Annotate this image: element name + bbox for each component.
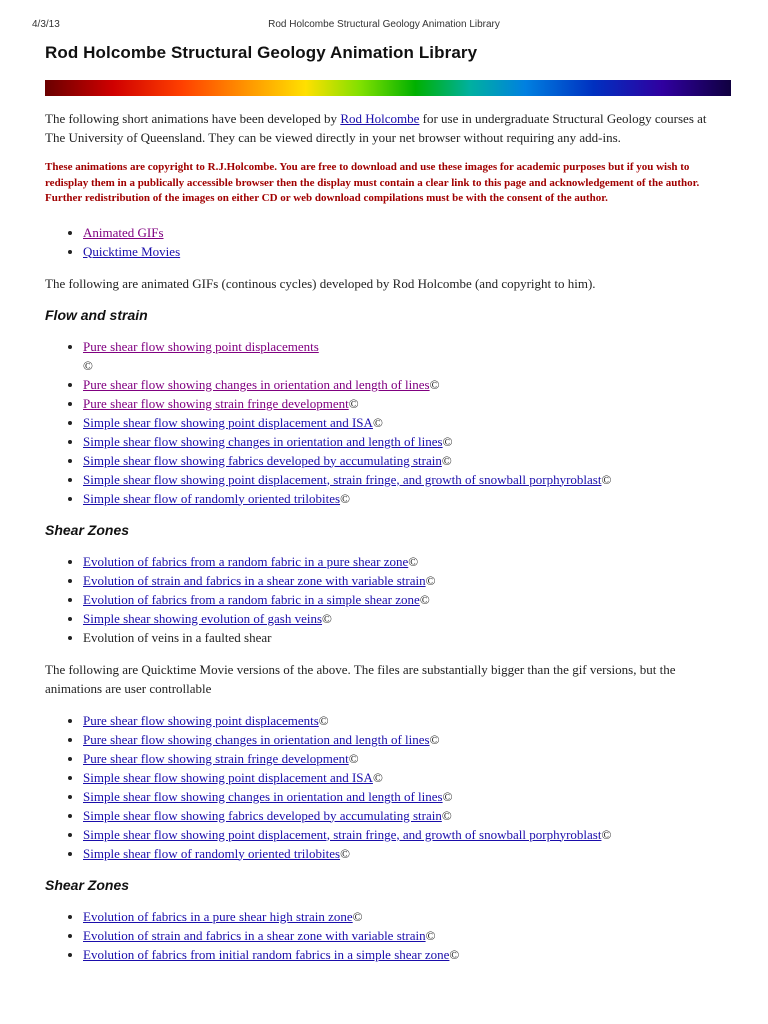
section-heading-shear-zones: Shear Zones <box>45 521 130 538</box>
page-title: Rod Holcombe Structural Geology Animation Library <box>45 43 478 62</box>
list-item <box>83 926 725 945</box>
gif-link[interactable]: Simple shear flow showing point displacement, strain fringe, and growth of snowball porphyroblast <box>83 471 602 487</box>
author-link[interactable]: Rod Holcombe <box>340 111 420 126</box>
toc-list <box>45 223 725 261</box>
copyright-symbol: © <box>449 946 460 962</box>
gif-link[interactable]: Simple shear flow showing changes in orientation and length of lines <box>83 433 443 449</box>
list-item <box>83 375 725 394</box>
gif-link[interactable]: Pure shear flow showing strain fringe development <box>83 395 349 411</box>
section-heading-flow-strain: Flow and strain <box>45 306 148 323</box>
list-item <box>83 470 725 489</box>
copyright-symbol: © <box>352 908 363 924</box>
list-item <box>83 489 725 508</box>
list-item <box>83 394 725 413</box>
copyright-symbol: © <box>83 357 93 373</box>
qt-link[interactable]: Simple shear flow showing point displacement and ISA <box>83 769 373 785</box>
copyright-symbol: © <box>441 807 452 823</box>
print-date: 4/3/13 <box>32 19 60 30</box>
qt-link[interactable]: Evolution of fabrics from initial random fabrics in a simple shear zone <box>83 946 450 962</box>
list-item <box>83 552 725 571</box>
gif-link[interactable]: Simple shear showing evolution of gash veins <box>83 610 323 626</box>
list-item <box>83 337 725 375</box>
qt-link[interactable]: Pure shear flow showing changes in orientation and length of lines <box>83 731 430 747</box>
list-item <box>83 571 725 590</box>
copyright-notice: These animations are copyright to R.J.Holcombe. You are free to download and use these images for academic purposes but if you wish to redisplay them in a publically accessible browser then the display must contain a clear link to this page and acknowledgement of the author. Further redistribution of the images on either CD or web download compilations must be with the consent of the author. <box>45 161 700 204</box>
gif-link[interactable]: Pure shear flow showing point displacements <box>83 338 319 354</box>
qt-link[interactable]: Evolution of fabrics in a pure shear high strain zone <box>83 908 353 924</box>
copyright-symbol: © <box>425 572 436 588</box>
copyright-symbol: © <box>348 750 359 766</box>
print-header <box>0 19 768 33</box>
quicktime-intro: The following are Quicktime Movie versions of the above. The files are substantially bigger than the gif versions, but the animations are user controllable <box>45 661 676 696</box>
print-title: Rod Holcombe Structural Geology Animation Library <box>268 19 500 30</box>
copyright-symbol: © <box>429 376 440 392</box>
list-item <box>83 945 725 964</box>
gif-flow-list <box>45 337 725 508</box>
copyright-symbol: © <box>429 731 440 747</box>
qt-flow-list <box>45 711 725 863</box>
gif-link[interactable]: Simple shear flow showing point displacement and ISA <box>83 414 373 430</box>
copyright-symbol: © <box>442 433 453 449</box>
list-item <box>83 242 725 261</box>
list-item <box>83 609 725 628</box>
qt-link[interactable]: Evolution of strain and fabrics in a shear zone with variable strain <box>83 927 426 943</box>
list-item <box>83 768 725 787</box>
qt-link[interactable]: Simple shear flow showing point displacement, strain fringe, and growth of snowball porphyroblast <box>83 826 602 842</box>
gif-link[interactable]: Simple shear flow of randomly oriented trilobites <box>83 490 341 506</box>
rainbow-divider <box>45 80 731 96</box>
list-item <box>83 451 725 470</box>
section-heading-qt-shear-zones: Shear Zones <box>45 876 130 893</box>
list-item <box>83 413 725 432</box>
list-item <box>83 806 725 825</box>
qt-link[interactable]: Simple shear flow showing fabrics developed by accumulating strain <box>83 807 442 823</box>
copyright-symbol: © <box>601 826 612 842</box>
copyright-symbol: © <box>372 769 383 785</box>
list-item <box>83 628 725 647</box>
list-item <box>83 223 725 242</box>
gifs-intro: The following are animated GIFs (continous cycles) developed by Rod Holcombe (and copyright to him). <box>45 275 596 291</box>
copyright-symbol: © <box>348 395 359 411</box>
gif-link[interactable]: Pure shear flow showing changes in orientation and length of lines <box>83 376 430 392</box>
list-item <box>83 711 725 730</box>
copyright-symbol: © <box>442 788 453 804</box>
gif-link[interactable]: Evolution of fabrics from a random fabric in a simple shear zone <box>83 591 420 607</box>
intro-paragraph: The following short animations have been developed by Rod Holcombe for use in undergraduate Structural Geology courses at The University of Queensland. They can be viewed directly in your net browser without requiring any add-ins. <box>45 111 707 145</box>
copyright-symbol: © <box>601 471 612 487</box>
gif-link[interactable]: Evolution of fabrics from a random fabric in a pure shear zone <box>83 553 409 569</box>
copyright-symbol: © <box>408 553 419 569</box>
list-item <box>83 907 725 926</box>
main-content <box>45 109 725 977</box>
toc-link-quicktime[interactable]: Quicktime Movies <box>83 243 181 259</box>
qt-link[interactable]: Pure shear flow showing strain fringe development <box>83 750 349 766</box>
gif-shear-list <box>45 552 725 647</box>
copyright-symbol: © <box>318 712 329 728</box>
qt-shear-list <box>45 907 725 964</box>
copyright-symbol: © <box>322 610 332 626</box>
copyright-symbol: © <box>441 452 452 468</box>
list-item <box>83 730 725 749</box>
gif-link[interactable]: Simple shear flow showing fabrics developed by accumulating strain <box>83 452 442 468</box>
qt-link[interactable]: Pure shear flow showing point displacements <box>83 712 319 728</box>
list-item <box>83 432 725 451</box>
list-item <box>83 787 725 806</box>
qt-link[interactable]: Simple shear flow of randomly oriented trilobites <box>83 845 341 861</box>
copyright-symbol: © <box>340 845 350 861</box>
list-item <box>83 749 725 768</box>
list-item <box>83 825 725 844</box>
plain-item-text: Evolution of veins in a faulted shear <box>83 629 272 645</box>
copyright-symbol: © <box>372 414 383 430</box>
toc-link-gifs[interactable]: Animated GIFs <box>83 224 164 240</box>
copyright-symbol: © <box>425 927 436 943</box>
list-item <box>83 844 725 863</box>
copyright-symbol: © <box>340 490 350 506</box>
list-item <box>83 590 725 609</box>
copyright-symbol: © <box>419 591 430 607</box>
gif-link[interactable]: Evolution of strain and fabrics in a shear zone with variable strain <box>83 572 426 588</box>
qt-link[interactable]: Simple shear flow showing changes in orientation and length of lines <box>83 788 443 804</box>
